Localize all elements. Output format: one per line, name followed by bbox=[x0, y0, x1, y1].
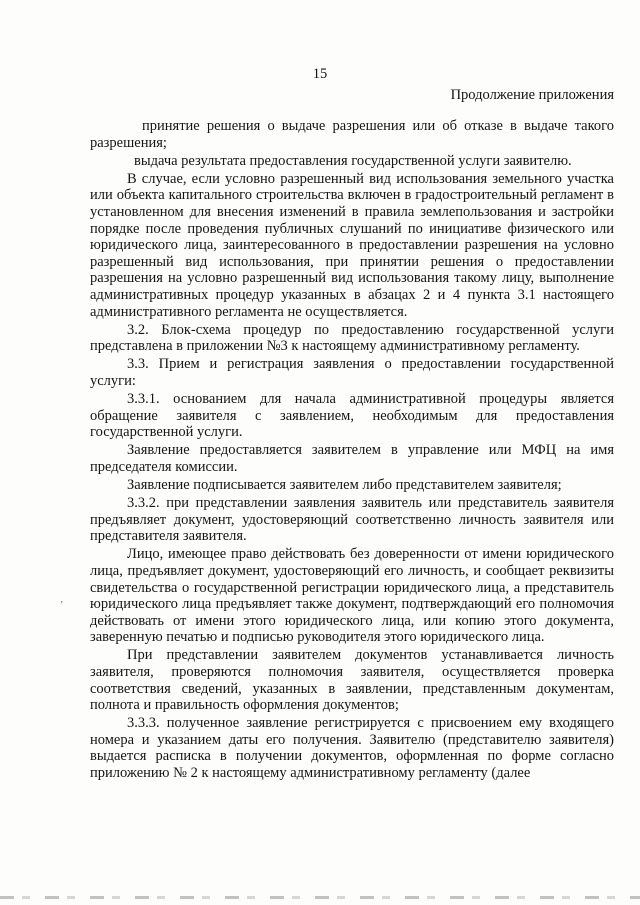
paragraph-decision: принятие решения о выдаче разрешения или об отказе в выдаче такого разрешения; bbox=[90, 118, 614, 151]
continuation-label: Продолжение приложения bbox=[450, 87, 614, 103]
paragraph-3-3-2: 3.3.2. при представлении заявления заявитель или представитель заявителя предъявляет документ, удостоверяющий соответственно личность заявителя или представителя заявителя. bbox=[90, 495, 614, 545]
paragraph-application-submission: Заявление предоставляется заявителем в управление или МФЦ на имя председателя комиссии. bbox=[90, 442, 614, 475]
paragraph-3-2: 3.2. Блок-схема процедур по предоставлению государственной услуги представлена в приложении №3 к настоящему административному регламенту. bbox=[90, 321, 614, 355]
paragraph-legal-entity: Лицо, имеющее право действовать без доверенности от имени юридического лица, предъявляет документ, удостоверяющий его личность, и сообщает реквизиты свидетельства о государственной регистрации юридического лица, а представитель юридического лица предъявляет также документ, подтверждающий его полномочия действовать от имени этого юридического лица, или копию этого документа, заверенную печатью и подписью руководителя этого юридического лица. bbox=[90, 546, 614, 646]
page-number: 15 bbox=[312, 66, 328, 82]
document-body bbox=[90, 118, 614, 782]
paragraph-application-signing: Заявление подписывается заявителем либо представителем заявителя; bbox=[127, 476, 562, 493]
paragraph-3-3-1: 3.3.1. основанием для начала административной процедуры является обращение заявителя с заявлением, необходимым для предоставления государственной услуги. bbox=[90, 391, 614, 441]
paragraph-3-3-3: 3.3.3. полученное заявление регистрируется с присвоением ему входящего номера и указанием даты его получения. Заявителю (представителю заявителя) выдается расписка в получении документов, оформленная по форме согласно приложению № 2 к настоящему административному регламенту (далее bbox=[90, 715, 614, 782]
paragraph-3-3: 3.3. Прием и регистрация заявления о предоставлении государственной услуги: bbox=[90, 356, 614, 389]
paragraph-result: выдача результата предоставления государственной услуги заявителю. bbox=[134, 152, 572, 169]
paragraph-conditional-use: В случае, если условно разрешенный вид использования земельного участка или объекта капитального строительства включен в градостроительный регламент в установленном для внесения изменений в правила землепользования и застройки порядке после проведения публичных слушаний по инициативе физического или юридического лица, заинтересованного в предоставлении разрешения на условно разрешенный вид использования, при принятии решения о предоставлении разрешения на условно разрешенный вид использования такому лицу, выполнение административных процедур указанных в абзацах 2 и 4 пункта 3.1 настоящего административного регламента не осуществляется. bbox=[90, 170, 614, 320]
scan-edge-artifact bbox=[0, 896, 640, 899]
paragraph-identity-check: При представлении заявителем документов устанавливается личность заявителя, проверяются полномочия заявителя, осуществляется проверка соответствия сведений, указанных в заявлении, представленным документам, полнота и правильность оформления документов; bbox=[90, 647, 614, 714]
margin-mark: ʼ bbox=[60, 600, 64, 611]
